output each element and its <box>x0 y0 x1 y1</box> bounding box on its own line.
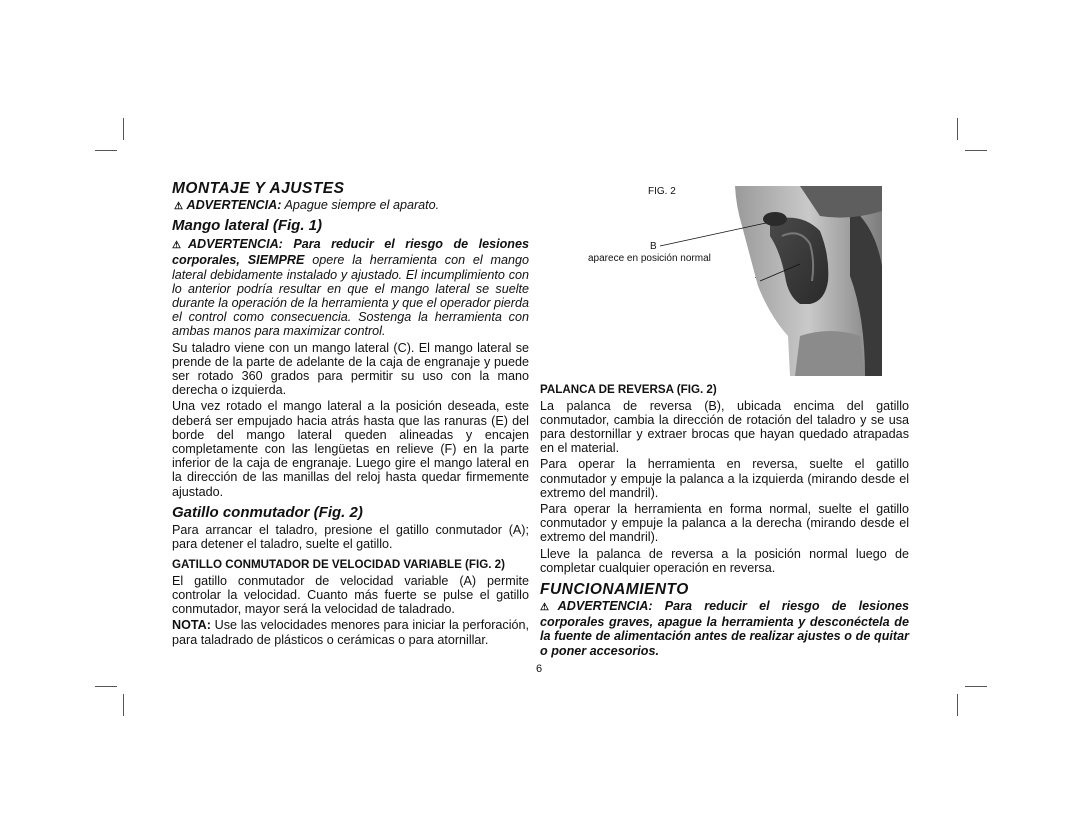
left-column <box>172 180 529 647</box>
heading-gatillo: Gatillo conmutador (Fig. 2) <box>172 503 363 521</box>
warning-1: ⚠ ADVERTENCIA: Apague siempre el aparato. <box>174 198 440 212</box>
heading-mango-lateral: Mango lateral (Fig. 1) <box>172 217 323 235</box>
paragraph-nota: NOTA: Use las velocidades menores para iniciar la perforación, para taladrado de plásticos o cerámicas o para atornillar. <box>172 618 530 647</box>
crop-mark <box>95 686 117 687</box>
crop-mark <box>957 118 958 140</box>
subheading-velocidad: GATILLO CONMUTADOR DE VELOCIDAD VARIABLE (FIG. 2) <box>172 558 505 572</box>
right-column <box>540 383 909 658</box>
figure-title: FIG. 2 <box>648 186 676 197</box>
warning-triangle-icon: ⚠ <box>540 601 558 613</box>
warning-triangle-icon: ⚠ <box>174 201 183 212</box>
heading-funcionamiento: FUNCIONAMIENTO <box>540 580 689 598</box>
heading-montaje: MONTAJE Y AJUSTES <box>172 180 345 197</box>
paragraph-palanca-3: Para operar la herramienta en forma normal, suelte el gatillo conmutador y empuje la palanca a la derecha (mirando desde el extremo del mandril). <box>540 501 909 545</box>
figure-label-b-note: aparece en posición normal <box>588 253 711 264</box>
crop-mark <box>123 694 124 716</box>
crop-mark <box>957 694 958 716</box>
paragraph-palanca-2: Para operar la herramienta en reversa, suelte el gatillo conmutador y empuje la palanca a la izquierda (mirando desde el extremo del mandril). <box>540 457 909 500</box>
crop-mark <box>95 150 117 151</box>
crop-mark <box>123 118 124 140</box>
paragraph-mango-1: Su taladro viene con un mango lateral (C). El mango lateral se prende de la parte de adelante de la caja de engranaje y puede ser rotado 360 grados para permitir su uso con la mano derecha o izquierda. <box>172 340 529 398</box>
page-number: 6 <box>536 663 543 675</box>
figure-label-b: B <box>650 241 657 252</box>
paragraph-palanca-1: La palanca de reversa (B), ubicada encima del gatillo conmutador, cambia la dirección de rotación del taladro y se usa para destornillar y extraer brocas que hayan quedado atrapadas en el material. <box>540 398 909 456</box>
subheading-palanca: PALANCA DE REVERSA (FIG. 2) <box>540 383 717 396</box>
crop-mark <box>965 686 987 687</box>
warning-2: ⚠ADVERTENCIA: Para reducir el riesgo de lesiones corporales, SIEMPRE opere la herramienta con el mango lateral debidamente instalado y ajustado. El incumplimiento con lo anterior podría resultar en que el mango lateral se suelte durante la operación de la herramienta y que el operador pierda el control como consecuencia. Sostenga la herramienta con ambas manos para maximizar control. <box>172 237 530 339</box>
warning-3: ⚠ADVERTENCIA: Para reducir el riesgo de lesiones corporales graves, apague la herramienta y desconéctela de la fuente de alimentación antes de realizar ajustes o de quitar o poner accesorios. <box>540 598 909 658</box>
paragraph-palanca-4: Lleve la palanca de reversa a la posición normal luego de completar cualquier operación en reversa. <box>540 546 909 575</box>
paragraph-gatillo: Para arrancar el taladro, presione el gatillo conmutador (A); para detener el taladro, suelte el gatillo. <box>172 522 529 552</box>
crop-mark <box>965 150 987 151</box>
paragraph-mango-2: Una vez rotado el mango lateral a la posición deseada, este deberá ser empujado hacia atrás hasta que las ranuras (E) del borde del mango lateral queden alineadas y encajen completamente con las lengüetas en relieve (F) en la parte inferior de la caja de engranaje. Luego gire el mango lateral en la dirección de las manillas del reloj hasta quedar firmemente ajustado. <box>172 399 529 499</box>
drill-handle-illustration <box>650 186 890 376</box>
warning-triangle-icon: ⚠ <box>172 240 188 252</box>
paragraph-velocidad: El gatillo conmutador de velocidad variable (A) permite controlar la velocidad. Cuanto más fuerte se pulse el gatillo conmutador, mayor será la velocidad de taladrado. <box>172 573 529 617</box>
